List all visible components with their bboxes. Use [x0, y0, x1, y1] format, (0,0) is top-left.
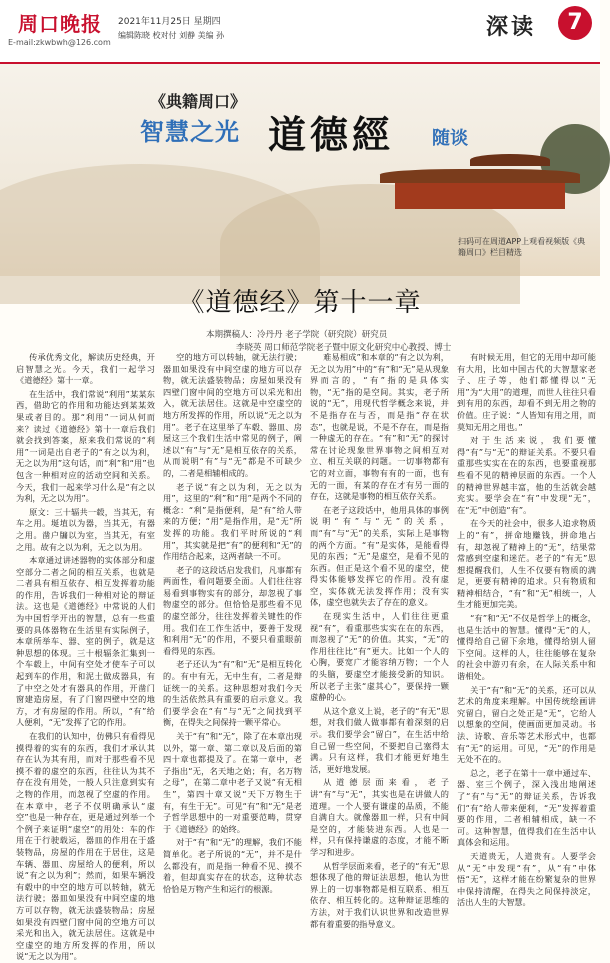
article-paragraph: “有”和“无”不仅是哲学上的概念，也是生活中的智慧。懂得“无”的人，懂得给自己留下余地，懂得给别人留下空间。这样的人，往往能够在复杂的社会中游刃有余，在人际关系中和谐相处。	[457, 613, 596, 682]
article-column	[163, 352, 302, 894]
article-paragraph: 在生活中，我们常说“利用”某某东西，借助它的作用和功能达到某某效果或者目的。那“利用”一词从何而来？读过《道德经》第十一章后我们就会找到答案，原来我们常说的“利用”一词是出自老子的“有之以为利，无之以为用”这句话，而“利”和“用”也包含一种相对应的活动空间和关系。今天，我们一起来学习什么是“有之以为利，无之以为用”。	[16, 388, 155, 504]
article-paragraph: 难易相成”和本章的“有之以为利，无之以为用”中的“有”和“无”是从现象界而言的，“有”指的是具体实物，“无”指的是空间。其实，老子所说的“无”，用现代哲学概念来说，并不是指存在与否，而是指“存在状态”，也就是说，不是不存在，而是指一种虚无的存在。“有”和“无”的探讨常在讨论现象世界事物之间相互对立、相互关联的问题。一切事物都有它的对立面，事物有有的一面，也有无的一面，有某的存在才有另一面的存在，这就是事物的相互依存关系。	[310, 352, 449, 502]
newspaper-logo: 周口晚报	[18, 12, 102, 36]
article-paragraph: 传承优秀文化，解读历史经典，开启智慧之光。今天，我们一起学习《道德经》第十一章。	[16, 352, 155, 386]
article-column	[310, 352, 449, 929]
article-paragraph: 关于“有”和“无”的关系，还可以从艺术的角度来理解。中国传统绘画讲究留白，留白之处正是“无”，它给人以想象的空间，使画面更加灵动。书法、诗歌、音乐等艺术形式中，也都有“无”的运用。可见，“无”的作用是无处不在的。	[457, 684, 596, 765]
article-paragraph: 从哲学层面来看，老子的“有无”思想体现了他的辩证法思想，他认为世界上的一切事物都是相互联系、相互依存、相互转化的。这种辩证思维的方法，对于我们认识世界和改造世界都有着重要的指导意义。	[310, 860, 449, 929]
editor-credits: 编辑陈晓 校对付 刘静 美编 孙	[118, 31, 225, 40]
section-title: 深读	[486, 14, 537, 40]
byline-author-1: 本期撰稿人：冷丹丹 老子学院（研究院）研究员	[206, 330, 388, 340]
masthead	[0, 0, 600, 64]
article-paragraph: 对于生活来说，我们要懂得“有”与“无”的辩证关系。不要只看重那些实实在在的东西，也要重视那些看不见的精神层面的东西。一个人的精神世界越丰富，他的生活就会越充实。要学会在“有”中发现“无”，在“无”中创造“有”。	[457, 435, 596, 515]
series-title: 《典籍周口》	[150, 92, 247, 111]
page-number: 7	[558, 6, 592, 40]
article-paragraph: 本章通过讲述器物的实体部分和虚空部分二者之间的相互关系，也就是二者具有相互依存、相互发挥着功能的作用，告诉我们一种相对论的辩证法。这也是《道德经》中常说的人们为中国哲学开出的智慧，总有一些重要的具体器物在生活里有实际例子，本章所举车、器、室的例子，就是这种思想的体现。三十根辐条汇集到一个车毂上，中间有空处才使车子可以起到车的作用，和泥土做成器具，有了中空之处才有器具的作用，开凿门窗建造房屋，有了门窗四壁中空的地方，才有房屋的作用。所以，“有”给人便利，“无”发挥了它的作用。	[16, 555, 155, 728]
qr-caption: 扫码可在周道APP上观看视频版《典籍周口》栏目精选	[458, 237, 586, 257]
article-column	[16, 352, 155, 962]
article-title: 《道德经》第十一章	[178, 288, 422, 318]
byline-author-2: 李晓英 周口师范学院老子暨中原文化研究中心教授、博士	[236, 343, 452, 353]
issue-date: 2021年11月25日 星期四	[118, 17, 221, 27]
article-paragraph: 天道贵无，人道贵有。人要学会从“无”中发现“有”，从“有”中体悟“无”，这样才能在纷繁复杂的世界中保持清醒，在得失之间保持淡定，活出人生的大智慧。	[457, 850, 596, 908]
palace-roof-decoration	[470, 154, 550, 166]
banner-calligraphy-title: 道德經	[268, 112, 395, 157]
article-paragraph: 在现实生活中，人们往往更重视“有”，看重那些实实在在的东西，而忽视了“无”的价值。其实，“无”的作用往往比“有”更大。比如一个人的心胸，要宽广才能容纳万物；一个人的头脑，要虚空才能接受新的知识。所以老子主张“虚其心”，要保持一颗虚静的心。	[310, 611, 449, 703]
banner-subtitle: 随谈	[432, 128, 468, 149]
article-body	[16, 352, 596, 962]
palace-roof-decoration	[380, 169, 580, 183]
article-paragraph: 有时候无用，但它的无用中却可能有大用，比如中国古代的大智慧家老子、庄子等，他们都懂得以“无用”为“大用”的道理，而世人往往只看到有用的东西，却看不到无用之物的价值。庄子说：“人皆知有用之用，而莫知无用之用也。”	[457, 352, 596, 432]
article-paragraph: 老子说“有之以为利，无之以为用”，这里的“利”和“用”是两个不同的概念：“利”是指便利，是“有”给人带来的方便；“用”是指作用，是“无”所发挥的功能。我们平时所说的“利用”，其实就是把“有”的便利和“无”的作用结合起来，这两者缺一不可。	[163, 481, 302, 562]
article-paragraph: 老子的这段话启发我们，凡事都有两面性，看问题要全面。人们往往容易看到事物实有的部分，却忽视了事物虚空的部分。但恰恰是那些看不见的虚空部分，往往发挥着关键性的作用。我们在工作生活中，要善于发现和利用“无”的作用，不要只看重眼前看得见的东西。	[163, 564, 302, 656]
article-column	[457, 352, 596, 908]
article-paragraph: 老子还认为“有”和“无”是相互转化的。有中有无，无中生有，二者是辩证统一的关系。这种思想对我们今天的生活依然具有重要的启示意义。我们要学会在“有”与“无”之间找到平衡，在得失之间保持一颗平常心。	[163, 659, 302, 728]
article-paragraph: 从这个意义上说，老子的“有无”思想，对我们做人做事都有着深刻的启示。我们要学会“留白”，在生活中给自己留一些空间，不要把自己塞得太满。只有这样，我们才能更好地生活，更好地发展。	[310, 705, 449, 774]
palace-wall-decoration	[395, 183, 565, 209]
article-paragraph: 从道德层面来看，老子讲“有”与“无”，其实也是在讲做人的道理。一个人要有谦虚的品质，不能自满自大。就像器皿一样，只有中间是空的，才能装进东西。人也是一样，只有保持谦虚的态度，才能不断学习和进步。	[310, 777, 449, 857]
article-paragraph: 空的地方可以转轴，就无法行驶；器皿如果没有中间空虚的地方可以存物，就无法盛装物品；房屋如果没有四壁门窗中间的空地方可以采光和出入，就无法居住。这就是中空虚空的地方所发挥的作用，所以说“无之以为用”。老子在这里举了车毂、器皿、房屋这三个我们生活中常见的例子，阐述以“有”与“无”是相互依存的关系，从而说明“有”与“无”都是不可缺少的，二者是相辅相成的。	[163, 352, 302, 478]
article-paragraph: 在老子这段话中，他用具体的事例说明“有”与“无”的关系，而“有”与“无”的关系，实际上是事物的两个方面。“有”是实体，是能看得见的东西；“无”是虚空，是看不见的东西。但正是这个看不见的虚空，使得实体能够发挥它的作用。没有虚空，实体就无法发挥作用；没有实体，虚空也就失去了存在的意义。	[310, 504, 449, 608]
article-paragraph: 在我们的认知中，仿佛只有看得见摸得着的实有的东西，我们才承认其存在认为其有用，而对于那些看不见摸不着的虚空的东西，往往认为其不存在没有用处，一般人只注意到实有之物的作用，而忽视了空虚的作用。在本章中，老子不仅明确承认“虚空”也是一种存在，更是通过列举一个个例子来证明“虚空”的用处：车的作用在于行驶载运，器皿的作用在于盛装物品，房屋的作用在于居住，这是车辆、器皿、房屋给人的便利，所以说“有之以为利”；然而，如果车辆没有毂中的中空的地方可以转轴，就无法行驶；器皿如果没有中间空虚的地方可以存物，就无法盛装物品；房屋如果没有四壁门窗中间的空地方可以采光和出入，就无法居住。这就是中空虚空的地方所发挥的作用，所以说“无之以为用”。	[16, 731, 155, 962]
article-paragraph: 在今天的社会中，很多人追求物质上的“有”，拼命地赚钱，拼命地占有，却忽视了精神上的“无”，结果常常感到空虚和迷茫。老子的“有无”思想提醒我们，人生不仅要有物质的满足，更要有精神的追求。只有物质和精神相结合，“有”和“无”相统一，人生才能更加完美。	[457, 518, 596, 610]
banner-slogan: 智慧之光	[140, 118, 240, 146]
article-paragraph: 原文：三十辐共一毂，当其无，有车之用。埏埴以为器，当其无，有器之用。凿户牖以为室，当其无，有室之用。故有之以为利，无之以为用。	[16, 506, 155, 552]
email-address: E-mail:zkwbwh@126.com	[8, 38, 111, 47]
feature-banner	[0, 64, 600, 276]
article-paragraph: 关于“有”和“无”，除了在本章出现以外，第一章、第二章以及后面的第四十章也都提及了。在第一章中，老子指出“无，名天地之始；有，名万物之母”，在第二章中老子又说“有无相生”，第四十章又说“天下万物生于有，有生于无”。可见“有”和“无”是老子哲学思想中的一对重要范畴，贯穿于《道德经》的始终。	[163, 731, 302, 834]
article-paragraph: 对于“有”和“无”的理解，我们不能简单化。老子所说的“无”，并不是什么都没有，而是指一种看不见、摸不着，但却真实存在的状态，这种状态恰恰是万物产生和运行的根源。	[163, 837, 302, 894]
article-paragraph: 总之，老子在第十一章中通过车、器、室三个例子，深入浅出地阐述了“有”与“无”的辩证关系，告诉我们“有”给人带来便利，“无”发挥着重要的作用，二者相辅相成，缺一不可。这种智慧，值得我们在生活中认真体会和运用。	[457, 767, 596, 848]
